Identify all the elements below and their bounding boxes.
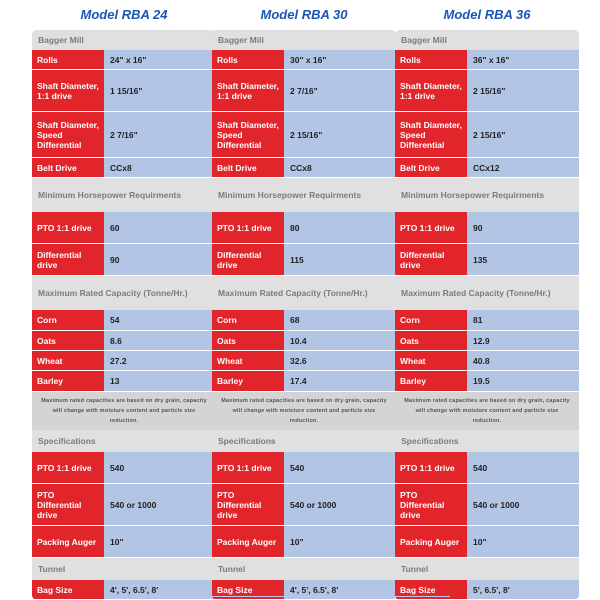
row-oats <box>212 331 396 351</box>
row-label: Differential drive <box>32 244 104 275</box>
row-differential-drive <box>212 244 396 276</box>
row-pto-1-1-spec <box>212 452 396 484</box>
spec-card <box>395 30 579 600</box>
model-title: Model RBA 36 <box>443 7 531 22</box>
row-pto-differential <box>212 484 396 526</box>
row-value: 10" <box>290 536 304 547</box>
row-label: PTO 1:1 drive <box>212 212 284 243</box>
row-packing-auger <box>212 526 396 558</box>
row-rolls <box>32 50 216 70</box>
row-pto-1-1 <box>32 212 216 244</box>
row-value: 5', 6.5', 8' <box>473 584 510 595</box>
row-rolls <box>212 50 396 70</box>
row-shaft-diameter-speed-differential <box>212 112 396 158</box>
row-value: 135 <box>473 254 488 265</box>
section-header-min-horsepower: Minimum Horsepower Requirments <box>32 178 216 212</box>
row-shaft-diameter-1-1 <box>395 70 579 112</box>
row-value: 81 <box>473 315 483 325</box>
row-label: Corn <box>32 310 104 330</box>
row-value: 1 15/16" <box>110 85 143 96</box>
capacity-footnote: Maximum rated capacities are based on dry grain, capacity will change with moisture content and particle size reduction. <box>395 392 579 430</box>
capacity-footnote: Maximum rated capacities are based on dry grain, capacity will change with moisture content and particle size reduction. <box>212 392 396 430</box>
row-value: 4', 5', 6.5', 8' <box>290 584 339 595</box>
section-header-max-capacity: Maximum Rated Capacity (Tonne/Hr.) <box>32 276 216 310</box>
row-value: 540 <box>110 462 125 473</box>
row-pto-differential <box>32 484 216 526</box>
section-header-tunnel: Tunnel <box>395 558 579 580</box>
row-shaft-diameter-speed-differential <box>32 112 216 158</box>
row-value: 540 or 1000 <box>290 499 337 510</box>
capacity-footnote: Maximum rated capacities are based on dry grain, capacity will change with moisture content and particle size reduction. <box>32 392 216 430</box>
section-header-specifications: Specifications <box>212 430 396 452</box>
row-value: 17.4 <box>290 376 307 386</box>
row-label: Belt Drive <box>32 158 104 177</box>
section-header-specifications: Specifications <box>395 430 579 452</box>
row-value: 32.6 <box>290 355 307 366</box>
row-packing-auger <box>32 526 216 558</box>
row-oats <box>32 331 216 351</box>
row-corn <box>212 310 396 331</box>
row-label: Packing Auger <box>395 526 467 557</box>
row-belt-drive <box>395 158 579 178</box>
row-label: PTO Differential drive <box>32 484 104 525</box>
row-value: 540 or 1000 <box>473 499 520 510</box>
row-pto-1-1 <box>395 212 579 244</box>
row-label: Shaft Diameter, 1:1 drive <box>32 70 104 111</box>
row-label: Differential drive <box>395 244 467 275</box>
row-bag-size <box>212 580 396 600</box>
row-label: PTO 1:1 drive <box>395 452 467 483</box>
row-label: PTO 1:1 drive <box>395 212 467 243</box>
row-label: Bag Size <box>32 580 104 599</box>
row-bag-size <box>32 580 216 600</box>
row-barley <box>32 371 216 392</box>
row-wheat <box>395 351 579 371</box>
row-value: 27.2 <box>110 355 127 366</box>
row-pto-1-1 <box>212 212 396 244</box>
row-label: PTO Differential drive <box>395 484 467 525</box>
row-label: Oats <box>395 331 467 350</box>
row-value: 10" <box>110 536 124 547</box>
row-differential-drive <box>32 244 216 276</box>
row-value: 13 <box>110 376 120 386</box>
row-label: Bag Size <box>212 580 284 599</box>
row-value: 540 <box>473 462 488 473</box>
row-label: Corn <box>395 310 467 330</box>
row-label: Shaft Diameter, Speed Differential <box>32 112 104 157</box>
row-value: 10.4 <box>290 335 307 346</box>
row-shaft-diameter-speed-differential <box>395 112 579 158</box>
row-value: 36" x 16" <box>473 54 510 65</box>
row-value: 2 15/16" <box>473 85 506 96</box>
row-label: Barley <box>395 371 467 391</box>
row-label: Packing Auger <box>32 526 104 557</box>
row-value: 90 <box>473 222 483 233</box>
section-header-tunnel: Tunnel <box>32 558 216 580</box>
row-value: 2 15/16" <box>473 129 506 140</box>
row-label: Rolls <box>212 50 284 69</box>
model-column-rba-36 <box>395 0 579 600</box>
row-label: Differential drive <box>212 244 284 275</box>
model-column-rba-24 <box>32 0 216 600</box>
row-label: Shaft Diameter, Speed Differential <box>395 112 467 157</box>
row-value: 30" x 16" <box>290 54 327 65</box>
row-value: 68 <box>290 315 300 325</box>
row-oats <box>395 331 579 351</box>
row-label: Wheat <box>32 351 104 370</box>
row-rolls <box>395 50 579 70</box>
row-shaft-diameter-1-1 <box>212 70 396 112</box>
row-pto-1-1-spec <box>32 452 216 484</box>
row-label: Oats <box>32 331 104 350</box>
row-label: Barley <box>212 371 284 391</box>
row-value: 2 15/16" <box>290 129 323 140</box>
row-corn <box>32 310 216 331</box>
row-value: 80 <box>290 222 300 233</box>
row-bag-size <box>395 580 579 600</box>
spec-card <box>32 30 216 600</box>
row-packing-auger <box>395 526 579 558</box>
row-label: Corn <box>212 310 284 330</box>
row-label: Wheat <box>395 351 467 370</box>
section-header-tunnel: Tunnel <box>212 558 396 580</box>
row-label: Packing Auger <box>212 526 284 557</box>
row-barley <box>212 371 396 392</box>
section-header-min-horsepower: Minimum Horsepower Requirments <box>212 178 396 212</box>
row-value: CCx8 <box>110 162 132 173</box>
row-label: Oats <box>212 331 284 350</box>
model-title: Model RBA 24 <box>80 7 168 22</box>
section-header-bagger-mill: Bagger Mill <box>32 30 216 50</box>
divider <box>150 596 450 597</box>
row-value: CCx8 <box>290 162 312 173</box>
row-value: 40.8 <box>473 355 490 366</box>
row-value: 12.9 <box>473 335 490 346</box>
model-title: Model RBA 30 <box>260 7 348 22</box>
row-value: 540 <box>290 462 305 473</box>
row-value: 90 <box>110 254 120 265</box>
row-pto-differential <box>395 484 579 526</box>
row-label: Belt Drive <box>212 158 284 177</box>
row-value: CCx12 <box>473 162 500 173</box>
row-label: Bag Size <box>395 580 467 599</box>
row-value: 19.5 <box>473 376 490 386</box>
row-label: Shaft Diameter, 1:1 drive <box>395 70 467 111</box>
row-pto-1-1-spec <box>395 452 579 484</box>
row-label: Rolls <box>395 50 467 69</box>
row-belt-drive <box>212 158 396 178</box>
row-label: PTO 1:1 drive <box>212 452 284 483</box>
row-value: 2 7/16" <box>290 85 318 96</box>
row-value: 60 <box>110 222 120 233</box>
spec-card <box>212 30 396 600</box>
row-value: 2 7/16" <box>110 129 138 140</box>
row-wheat <box>212 351 396 371</box>
row-label: Barley <box>32 371 104 391</box>
row-corn <box>395 310 579 331</box>
section-header-max-capacity: Maximum Rated Capacity (Tonne/Hr.) <box>212 276 396 310</box>
row-differential-drive <box>395 244 579 276</box>
row-label: Wheat <box>212 351 284 370</box>
row-label: Shaft Diameter, Speed Differential <box>212 112 284 157</box>
row-value: 115 <box>290 254 304 265</box>
model-column-rba-30 <box>212 0 396 600</box>
row-value: 10" <box>473 536 487 547</box>
section-header-bagger-mill: Bagger Mill <box>212 30 396 50</box>
row-value: 54 <box>110 315 120 325</box>
row-label: Shaft Diameter, 1:1 drive <box>212 70 284 111</box>
row-value: 540 or 1000 <box>110 499 157 510</box>
row-value: 24" x 16" <box>110 54 147 65</box>
section-header-bagger-mill: Bagger Mill <box>395 30 579 50</box>
row-label: PTO 1:1 drive <box>32 212 104 243</box>
section-header-specifications: Specifications <box>32 430 216 452</box>
row-label: Belt Drive <box>395 158 467 177</box>
section-header-max-capacity: Maximum Rated Capacity (Tonne/Hr.) <box>395 276 579 310</box>
section-header-min-horsepower: Minimum Horsepower Requirments <box>395 178 579 212</box>
row-value: 4', 5', 6.5', 8' <box>110 584 159 595</box>
row-value: 8.6 <box>110 335 122 346</box>
row-wheat <box>32 351 216 371</box>
row-label: PTO Differential drive <box>212 484 284 525</box>
row-belt-drive <box>32 158 216 178</box>
row-shaft-diameter-1-1 <box>32 70 216 112</box>
row-label: PTO 1:1 drive <box>32 452 104 483</box>
row-barley <box>395 371 579 392</box>
row-label: Rolls <box>32 50 104 69</box>
